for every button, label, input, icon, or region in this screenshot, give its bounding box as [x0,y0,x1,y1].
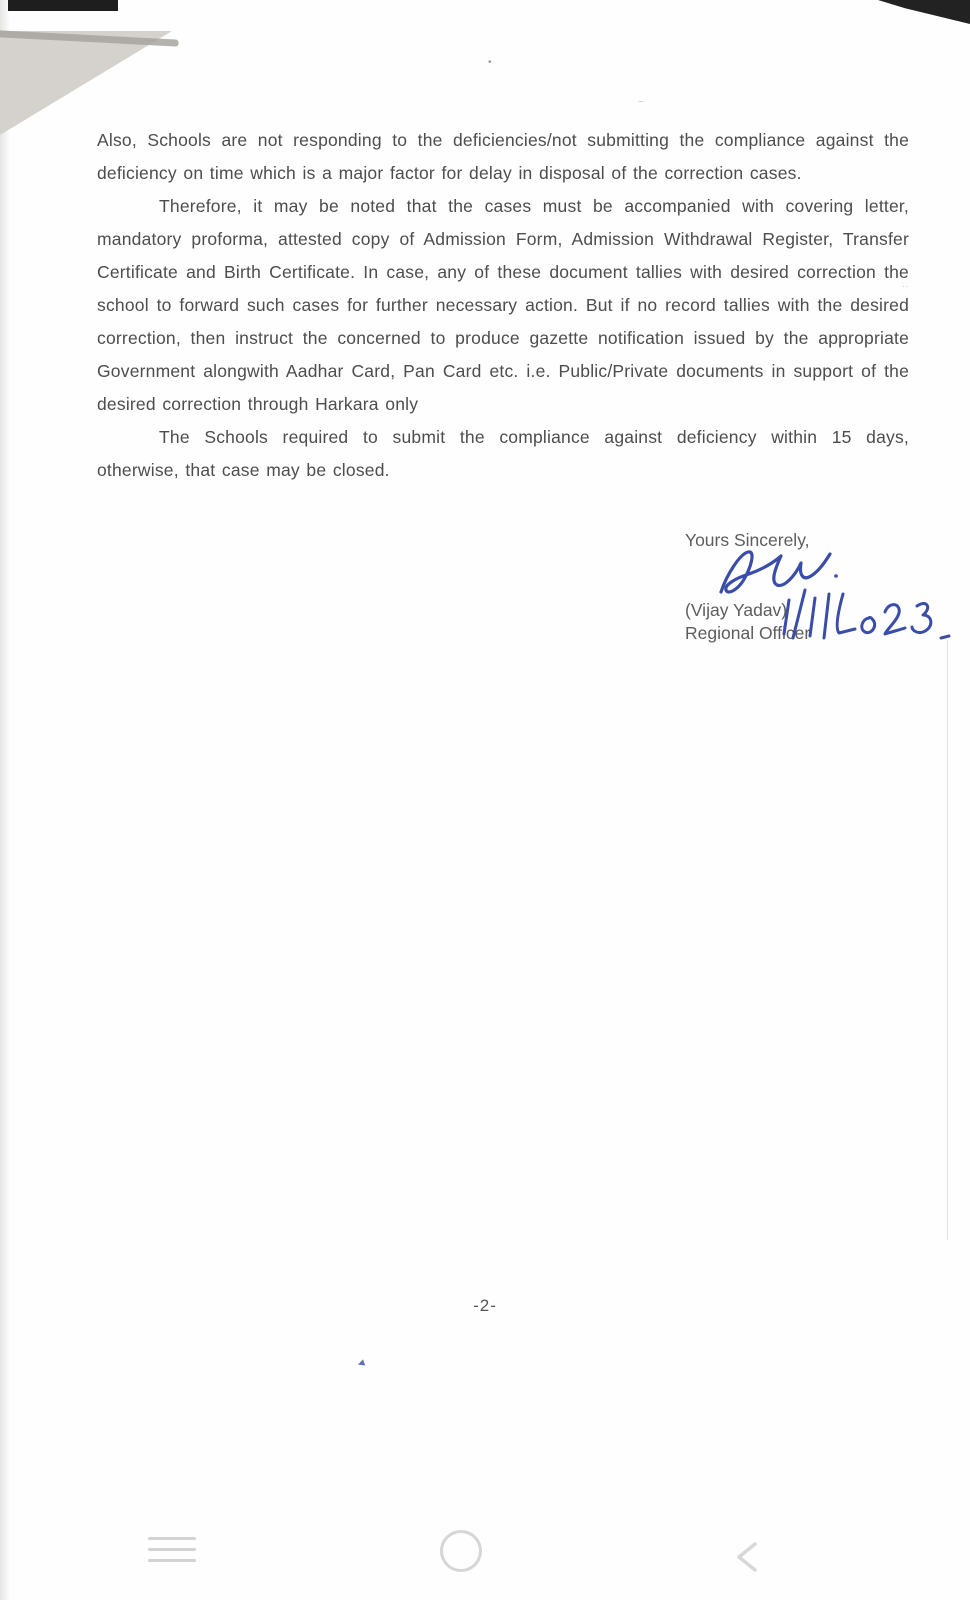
page-number: -2- [473,1296,497,1315]
signature-block [685,530,955,670]
signatory-title: Regional Officer [685,623,811,643]
ink-speck: ◄ [353,1356,369,1372]
paragraph: Also, Schools are not responding to the deficiencies/not submitting the compliance against the deficiency on time which is a major factor for delay in disposal of the correction cases. [97,130,909,183]
scan-edge-line [947,640,948,1240]
paragraph: The Schools required to submit the compliance against deficiency within 15 days, otherwise, that case may be closed. [97,427,909,480]
scan-top-bar-artifact [8,0,118,11]
scan-speck: • [488,57,492,68]
scan-speck: ~ [638,97,644,108]
handwritten-signature [713,546,843,602]
closing-line: Yours Sincerely, [685,530,810,550]
signatory-name: (Vijay Yadav) [685,600,788,620]
letter-body [97,124,909,487]
scan-speck: ·· [902,281,909,292]
menu-icon[interactable] [148,1537,196,1562]
paragraph: Therefore, it may be noted that the cases must be accompanied with covering letter, mandatory proforma, attested copy of Admission Form, Admission Withdrawal Register, Transfer Certificate and Birth Certificate. In case, any of these document tallies with desired correction the school to forward such cases for further necessary action. But if no record tallies with the desired correction, then instruct the concerned to produce gazette notification issued by the appropriate Government alongwith Aadhar Card, Pan Card etc. i.e. Public/Private documents in support of the desired correction through Harkara only [97,196,909,414]
back-icon[interactable] [733,1540,759,1574]
home-icon[interactable] [440,1530,482,1572]
scan-corner-fold [0,31,172,135]
scan-top-right-artifact [878,0,970,24]
